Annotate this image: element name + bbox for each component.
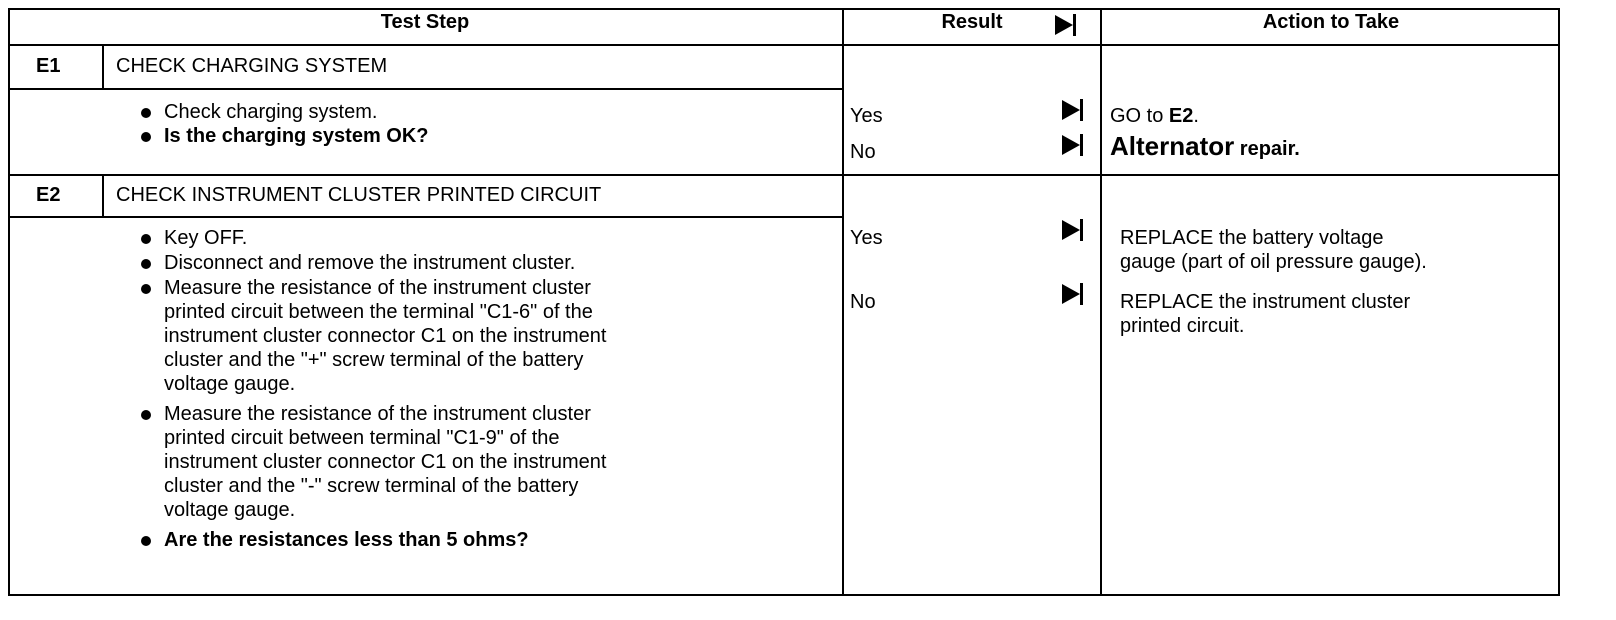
bullet-icon [141, 259, 151, 269]
e1-bullet-1: Check charging system. [164, 101, 378, 123]
result-arrow-icon [1062, 100, 1080, 120]
e1-e2-divider [8, 174, 1560, 176]
action-text: Alternator repair. [1110, 131, 1300, 161]
bullet-icon [141, 234, 151, 244]
result-arrow-bar-icon [1080, 283, 1083, 305]
header-result: Result [941, 11, 1003, 33]
result-action-divider [1100, 8, 1102, 596]
header-test-step: Test Step [380, 11, 470, 33]
step-title: CHECK INSTRUMENT CLUSTER PRINTED CIRCUIT [116, 184, 602, 206]
action-text: REPLACE the battery voltage gauge (part of oil pressure gauge). [1120, 227, 1427, 273]
e2-bullet-2: Disconnect and remove the instrument cluster. [164, 252, 576, 274]
result-arrow-bar-icon [1080, 99, 1083, 121]
header-action: Action to Take [1262, 11, 1400, 33]
result-label: No [850, 291, 876, 313]
bullet-icon [141, 410, 151, 420]
bullet-icon [141, 108, 151, 118]
step-id-divider-e1 [102, 44, 104, 88]
header-arrow-icon [1055, 15, 1073, 35]
result-arrow-bar-icon [1080, 134, 1083, 156]
header-arrow-bar-icon [1073, 14, 1076, 36]
e2-bullet-3: Measure the resistance of the instrument cluster printed circuit between the terminal "C1-6" of the instrument cluster connector C1 on the instrument cluster and the "+" screw terminal of the battery voltage gauge. [164, 277, 607, 395]
step-id: E2 [36, 184, 61, 206]
action-text: GO to E2. [1110, 105, 1199, 127]
e2-bullet-5: Are the resistances less than 5 ohms? [164, 529, 529, 551]
action-text: REPLACE the instrument cluster printed circuit. [1120, 291, 1411, 337]
bullet-icon [141, 536, 151, 546]
result-label: Yes [850, 227, 883, 249]
step-id: E1 [36, 55, 61, 77]
step-title: CHECK CHARGING SYSTEM [116, 55, 388, 77]
result-arrow-icon [1062, 220, 1080, 240]
bullet-icon [141, 284, 151, 294]
e2-bullet-1: Key OFF. [164, 227, 248, 249]
result-arrow-bar-icon [1080, 219, 1083, 241]
result-label: Yes [850, 105, 883, 127]
step-id-divider-e2 [102, 174, 104, 216]
result-label: No [850, 141, 876, 163]
bullet-icon [141, 132, 151, 142]
result-arrow-icon [1062, 284, 1080, 304]
header-divider [8, 44, 1560, 46]
e2-bullet-4: Measure the resistance of the instrument cluster printed circuit between terminal "C1-9" of the instrument cluster connector C1 on the instrument cluster and the "-" screw terminal of the battery voltage gauge. [164, 403, 607, 521]
e1-bullet-2: Is the charging system OK? [164, 125, 429, 147]
result-arrow-icon [1062, 135, 1080, 155]
teststep-result-divider [842, 8, 844, 596]
e2-title-divider [8, 216, 842, 218]
e1-title-divider [8, 88, 842, 90]
